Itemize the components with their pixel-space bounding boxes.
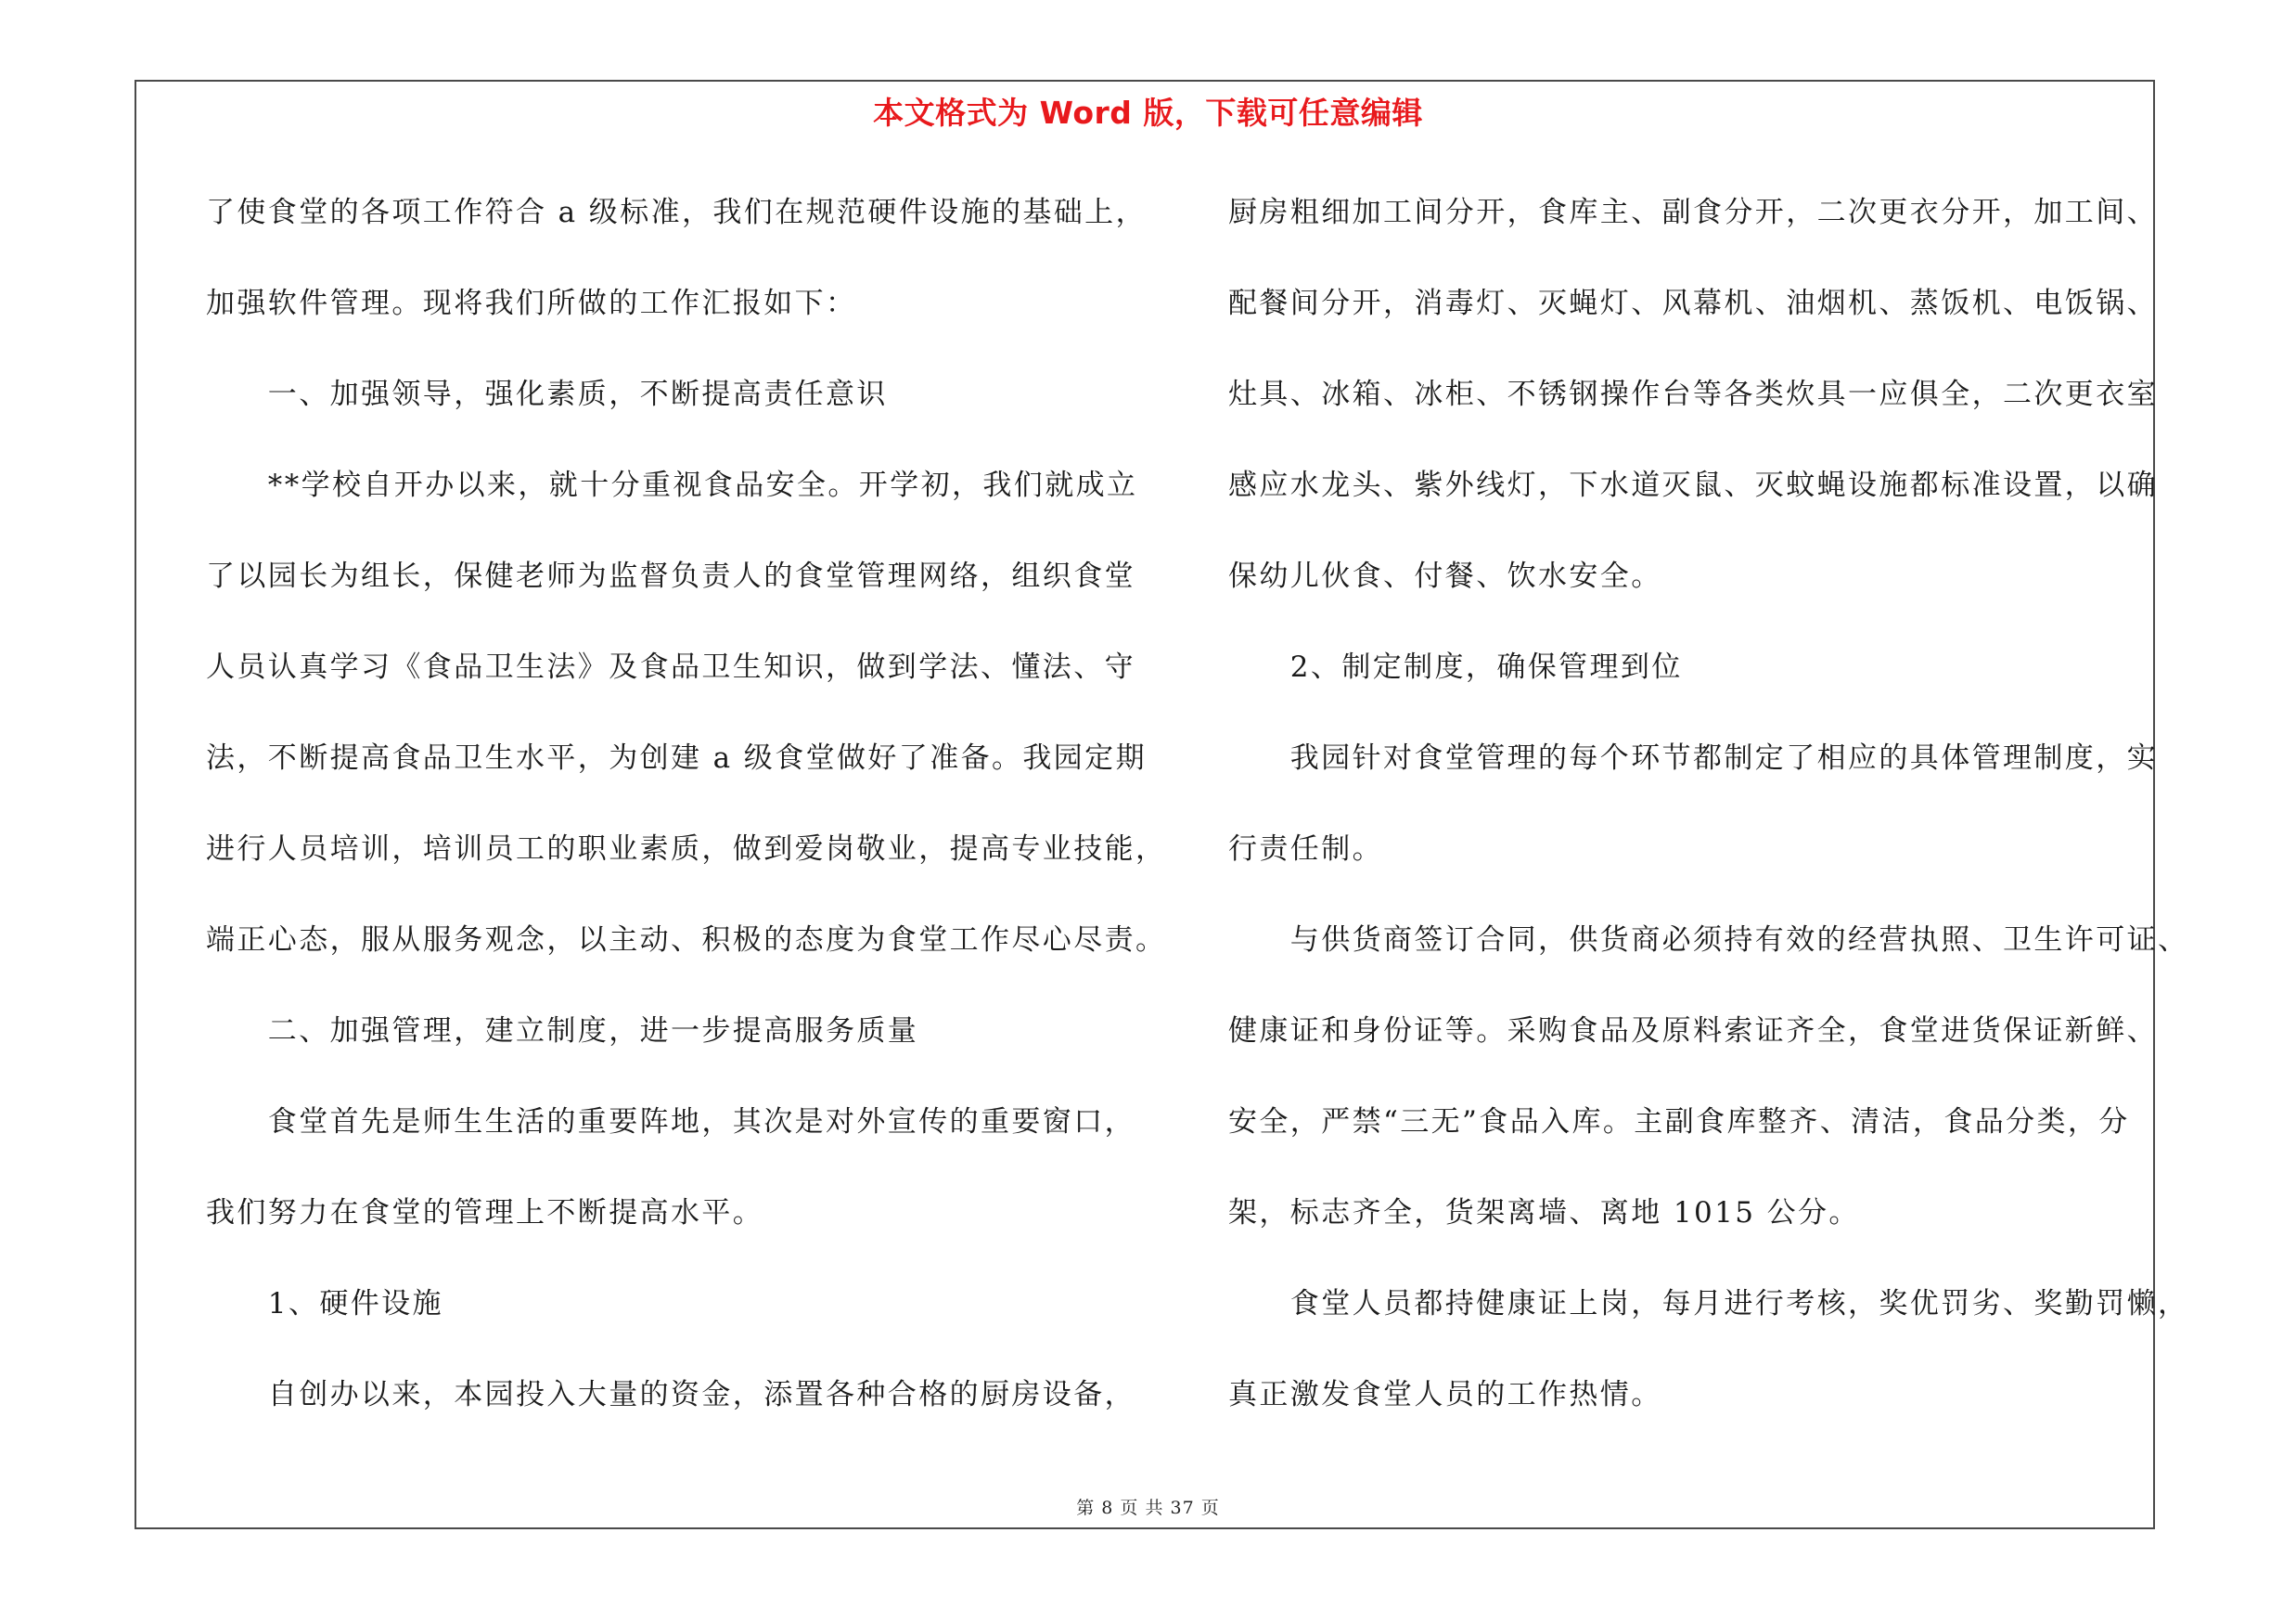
subsection-heading: 2、制定制度，确保管理到位	[1228, 650, 1683, 684]
subsection-heading: 1、硬件设施	[206, 1287, 443, 1320]
text-line: 我们努力在食堂的管理上不断提高水平。	[206, 1196, 764, 1230]
text-line: 进行人员培训，培训员工的职业素质，做到爱岗敬业，提高专业技能，	[206, 832, 1167, 866]
text-line: 法，不断提高食品卫生水平，为创建 a 级食堂做好了准备。我园定期	[206, 741, 1147, 775]
text-line: 感应水龙头、紫外线灯，下水道灭鼠、灭蚊蝇设施都标准设置，以确	[1228, 469, 2158, 502]
text-line: 了使食堂的各项工作符合 a 级标准，我们在规范硬件设施的基础上，	[206, 196, 1147, 229]
text-line: 配餐间分开，消毒灯、灭蝇灯、风幕机、油烟机、蒸饭机、电饭锅、	[1228, 287, 2158, 320]
text-line: 自创办以来，本园投入大量的资金，添置各种合格的厨房设备，	[206, 1378, 1135, 1411]
text-line: 食堂人员都持健康证上岗，每月进行考核，奖优罚劣、奖勤罚懒，	[1228, 1287, 2189, 1320]
text-line: 加强软件管理。现将我们所做的工作汇报如下：	[206, 287, 857, 320]
text-line: 食堂首先是师生生活的重要阵地，其次是对外宣传的重要窗口，	[206, 1105, 1135, 1139]
text-line: 与供货商签订合同，供货商必须持有效的经营执照、卫生许可证、	[1228, 923, 2189, 957]
document-header-notice: 本文格式为 Word 版，下载可任意编辑	[873, 95, 1423, 131]
section-heading: 二、加强管理，建立制度，进一步提高服务质量	[206, 1014, 919, 1048]
text-line: 我园针对食堂管理的每个环节都制定了相应的具体管理制度，实	[1228, 741, 2158, 775]
text-line: 了以园长为组长，保健老师为监督负责人的食堂管理网络，组织食堂	[206, 560, 1135, 593]
text-line: 厨房粗细加工间分开，食库主、副食分开，二次更衣分开，加工间、	[1228, 196, 2158, 229]
left-text-column	[206, 167, 1167, 1440]
text-line: 端正心态，服从服务观念，以主动、积极的态度为食堂工作尽心尽责。	[206, 923, 1167, 957]
text-line: 灶具、冰箱、冰柜、不锈钢操作台等各类炊具一应俱全，二次更衣室	[1228, 378, 2158, 411]
text-line: 保幼儿伙食、付餐、饮水安全。	[1228, 560, 1662, 593]
text-line: 行责任制。	[1228, 832, 1383, 866]
text-line: 真正激发食堂人员的工作热情。	[1228, 1378, 1662, 1411]
text-line: **学校自开办以来，就十分重视食品安全。开学初，我们就成立	[206, 469, 1138, 502]
right-text-column	[1228, 167, 2189, 1440]
text-line: 人员认真学习《食品卫生法》及食品卫生知识，做到学法、懂法、守	[206, 650, 1135, 684]
section-heading: 一、加强领导，强化素质，不断提高责任意识	[206, 378, 888, 411]
text-line: 健康证和身份证等。采购食品及原料索证齐全，食堂进货保证新鲜、	[1228, 1014, 2158, 1048]
text-line: 架，标志齐全，货架离墙、离地 1015 公分。	[1228, 1196, 1860, 1230]
page-number: 第 8 页 共 37 页	[1076, 1498, 1220, 1518]
text-line: 安全，严禁“三无”食品入库。主副食库整齐、清洁，食品分类，分	[1228, 1105, 2130, 1139]
